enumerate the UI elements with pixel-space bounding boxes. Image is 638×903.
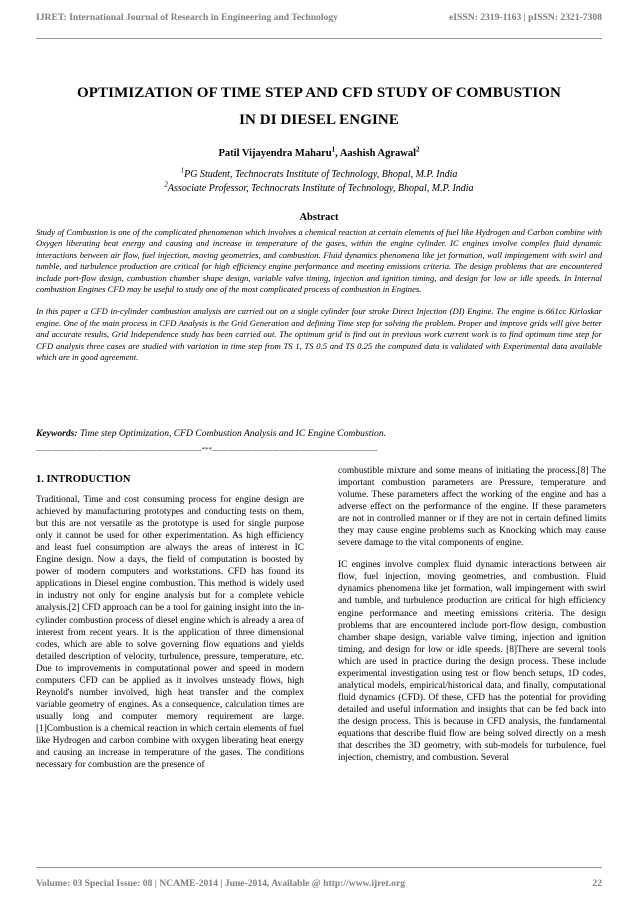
journal-name: IJRET: International Journal of Research in Engineering and Technology bbox=[36, 12, 338, 23]
authors bbox=[36, 145, 602, 159]
footer-rule bbox=[36, 867, 602, 868]
author-1: Patil Vijayendra Maharu bbox=[218, 148, 332, 159]
affiliation-2-sup: 2 bbox=[164, 180, 168, 189]
author-2-sup: 2 bbox=[415, 145, 420, 154]
column-left bbox=[36, 462, 304, 781]
affiliation-1-text: PG Student, Technocrats Institute of Technology, Bhopal, M.P. India bbox=[184, 169, 458, 180]
affiliation-2 bbox=[36, 180, 602, 194]
author-separator: , bbox=[335, 148, 340, 159]
column-right bbox=[338, 465, 606, 774]
author-2: Aashish Agrawal bbox=[339, 148, 416, 159]
running-footer bbox=[36, 878, 602, 892]
title-line-2: IN DI DIESEL ENGINE bbox=[239, 112, 399, 128]
abstract-heading: Abstract bbox=[299, 212, 339, 223]
abstract-paragraph-2: In this paper a CFD in-cylinder combustion analysis are carried out on a single cylinder four stroke Direct Injection (DI) Engine. The engine is 661cc Kirloskar engine. One of the main process in CFD Analysis is the Grid Generation and defining Time step for solving the problem. Proper and improve grids will give better and accurate results, Grid Independence study has been carried out. The optimum grid is find out in previous work current work is to find optimum time step for CFD analysis three cases are studied with variation in time step from TS 1, TS 0.5 and TS 0.25 the computed data is validated with Experimental data available which are in good agreement. bbox=[36, 306, 602, 363]
affiliation-1 bbox=[36, 166, 602, 180]
issn: eISSN: 2319-1163 | pISSN: 2321-7308 bbox=[449, 12, 602, 23]
footer-volume: Volume: 03 Special Issue: 08 | NCAME-2014 | June-2014, Available @ http://www.ijret.org bbox=[36, 878, 405, 889]
title-line-1: OPTIMIZATION OF TIME STEP AND CFD STUDY OF COMBUSTION bbox=[77, 85, 561, 101]
abstract-paragraph-1: Study of Combustion is one of the complicated phenomenon which involves a chemical reaction at certain elements of fuel like Hydrogen and Carbon combine with Oxygen liberating heat energy and causing and increase in temperature of the gases, within the engine cylinder. IC engines involve complex fluid dynamic interactions between air flow, fuel injection, moving geometries, and combustion. Fluid dynamics phenomena like jet formation, wall impingement with swirl and tumble, and turbulence production are critical for high efficiency engine performance and meeting emissions criteria. The design problems that are encountered include port-flow design, combustion chamber shape design, variable valve timing, injection and ignition timing, and design for low or idle speeds. In Internal combustion Engines CFD may be useful to study one of the most complicated process of combustion in Engines. bbox=[36, 227, 602, 295]
section-heading-introduction: 1. INTRODUCTION bbox=[36, 474, 131, 485]
header-rule bbox=[36, 38, 602, 39]
keywords-text: Time step Optimization, CFD Combustion Analysis and IC Engine Combustion. bbox=[77, 428, 387, 439]
intro-paragraph-3: IC engines involve complex fluid dynamic interactions between air flow, fuel injection, moving geometries, and combustion. Fluid dynamics phenomena like jet formation, wall impingement with swirl and tumble, and turbulence production are critical for high efficiency engine performance and meeting emissions criteria. The design problems that are encountered include port-flow design, combustion chamber shape design, variable valve timing, injection and ignition timing, and design for low or idle speeds. [8]There are several tools which are used in practice during the design process. These include experimental investigation using test or flow bench setups, 1D codes, analytical models, empirical/historical data, and finally, computational fluid dynamics (CFD). Of these, CFD has the potential for providing detailed and useful information and insights that can be fed back into the design process. This is because in CFD analysis, the fundamental equations that describe fluid flow are being solved directly on a mesh that describes the 3D geometry, with sub-models for turbulence, fuel injection, chemistry, and combustion. Several bbox=[338, 560, 606, 764]
affiliation-2-text: Associate Professor, Technocrats Institute of Technology, Bhopal, M.P. India bbox=[167, 183, 474, 194]
intro-paragraph-1: Traditional, Time and cost consuming process for engine design are achieved by manufacturing prototypes and conducting tests on them, but this are not versatile as the prototype is used for single purpose only it cannot be used for other experimentation. As high efficiency and least fuel consumption are always the areas of interest in IC Engine design. Now a days, the field of computation is boosted by power of modern computers and workstations. CFD has found its applications in Diesel engine combustion. This method is widely used in industry not only for engine analysis but for a complete vehicle analysis.[2] CFD approach can be a tool for gaining insight into the in-cylinder combustion process of diesel engine which is already a area of interest from recent years. It is the application of three dimensional codes, which are able to solve governing flow equations and yields detailed description of velocity, turbulence, pressure, temperature, etc. Due to improvements in computational power and speed in modern computers CFD can be applied as it involves unsteady flows, high Reynold's number involved, high heat transfer and the complex variable geometry of engines. As a consequence, calculation times are usually long and computer memory requirement are large.[1]Combustion is a chemical reaction in which certain elements of fuel like Hydrogen and carbon combine with oxygen liberating heat energy and causing an increase in temperature of the gases. The conditions necessary for combustion are the presence of bbox=[36, 495, 304, 771]
intro-paragraph-2: combustible mixture and some means of initiating the process.[8] The important combustion parameters are Pressure, temperature and volume. These parameters affect the working of the engine and has a adverse effect on the performance of the engine. If these parameters are not in controlled manner or if they are not in certain defined limits they may cause engine problems such as Knocking which may cause severe damage to the vital components of engine. bbox=[338, 466, 606, 549]
paper-title bbox=[36, 80, 602, 134]
author-1-sup: 1 bbox=[331, 145, 336, 154]
section-divider: -----------------------------------------------------------------------***----------------------------------------------------------------------- bbox=[36, 446, 378, 454]
keywords-label: Keywords: bbox=[36, 428, 78, 439]
affiliation-1-sup: 1 bbox=[180, 166, 185, 175]
abstract bbox=[36, 227, 602, 374]
keywords bbox=[36, 428, 602, 439]
running-header bbox=[36, 12, 602, 28]
page-number: 22 bbox=[592, 878, 602, 889]
